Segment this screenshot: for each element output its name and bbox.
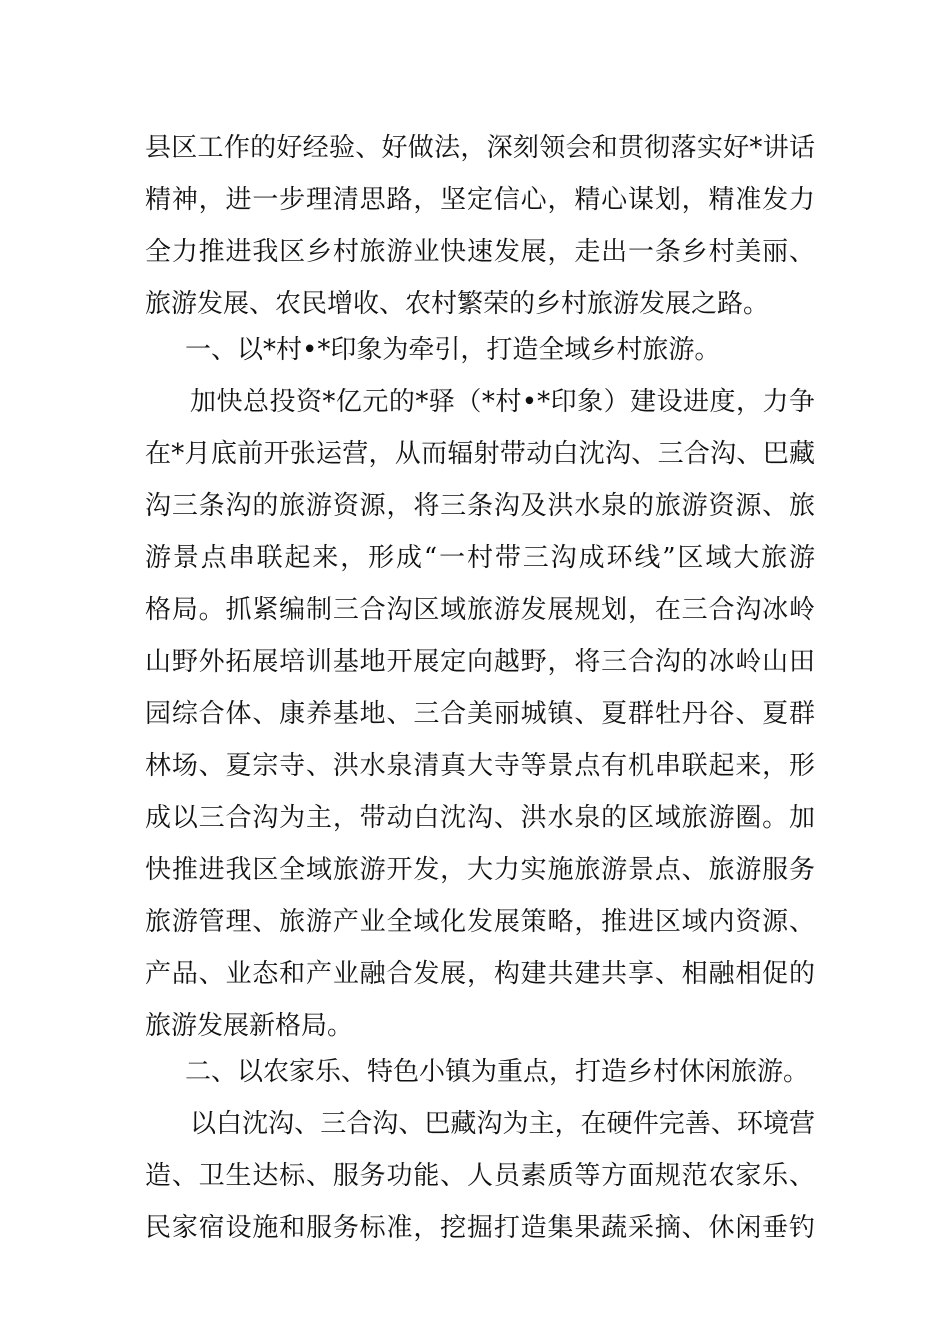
text-line: 成以三合沟为主，带动白沈沟、洪水泉的区域旅游圈。加 <box>145 803 815 833</box>
text-line: 快推进我区全域旅游开发，大力实施旅游景点、旅游服务 <box>145 855 815 885</box>
section-heading-2: 二、以农家乐、特色小镇为重点，打造乡村休闲旅游。 <box>185 1057 810 1087</box>
text-line: 园综合体、康养基地、三合美丽城镇、夏群牡丹谷、夏群 <box>145 699 815 729</box>
text-line: 旅游发展新格局。 <box>145 1011 354 1041</box>
text-line: 造、卫生达标、服务功能、人员素质等方面规范农家乐、 <box>145 1161 815 1191</box>
text-line: 加快总投资*亿元的*驿（*村•*印象）建设进度，力争 <box>190 387 815 417</box>
text-line: 山野外拓展培训基地开展定向越野，将三合沟的冰岭山田 <box>145 647 815 677</box>
text-line: 精神，进一步理清思路，坚定信心，精心谋划，精准发力 <box>145 185 815 215</box>
text-line: 全力推进我区乡村旅游业快速发展，走出一条乡村美丽、 <box>145 237 815 267</box>
section-heading-1: 一、以*村•*印象为牵引，打造全域乡村旅游。 <box>185 335 721 365</box>
text-line: 以白沈沟、三合沟、巴藏沟为主，在硬件完善、环境营 <box>190 1109 815 1139</box>
text-line: 格局。抓紧编制三合沟区域旅游发展规划，在三合沟冰岭 <box>145 595 815 625</box>
text-line: 民家宿设施和服务标准，挖掘打造集果蔬采摘、休闲垂钓 <box>145 1213 815 1243</box>
text-line: 游景点串联起来，形成“一村带三沟成环线”区域大旅游 <box>145 543 815 573</box>
text-line: 在*月底前开张运营，从而辐射带动白沈沟、三合沟、巴藏 <box>145 439 815 469</box>
text-line: 县区工作的好经验、好做法，深刻领会和贯彻落实好*讲话 <box>145 133 815 163</box>
text-line: 旅游管理、旅游产业全域化发展策略，推进区域内资源、 <box>145 907 815 937</box>
text-line: 沟三条沟的旅游资源，将三条沟及洪水泉的旅游资源、旅 <box>145 491 815 521</box>
text-line: 产品、业态和产业融合发展，构建共建共享、相融相促的 <box>145 959 815 989</box>
text-line: 林场、夏宗寺、洪水泉清真大寺等景点有机串联起来，形 <box>145 751 815 781</box>
text-line: 旅游发展、农民增收、农村繁荣的乡村旅游发展之路。 <box>145 289 770 319</box>
